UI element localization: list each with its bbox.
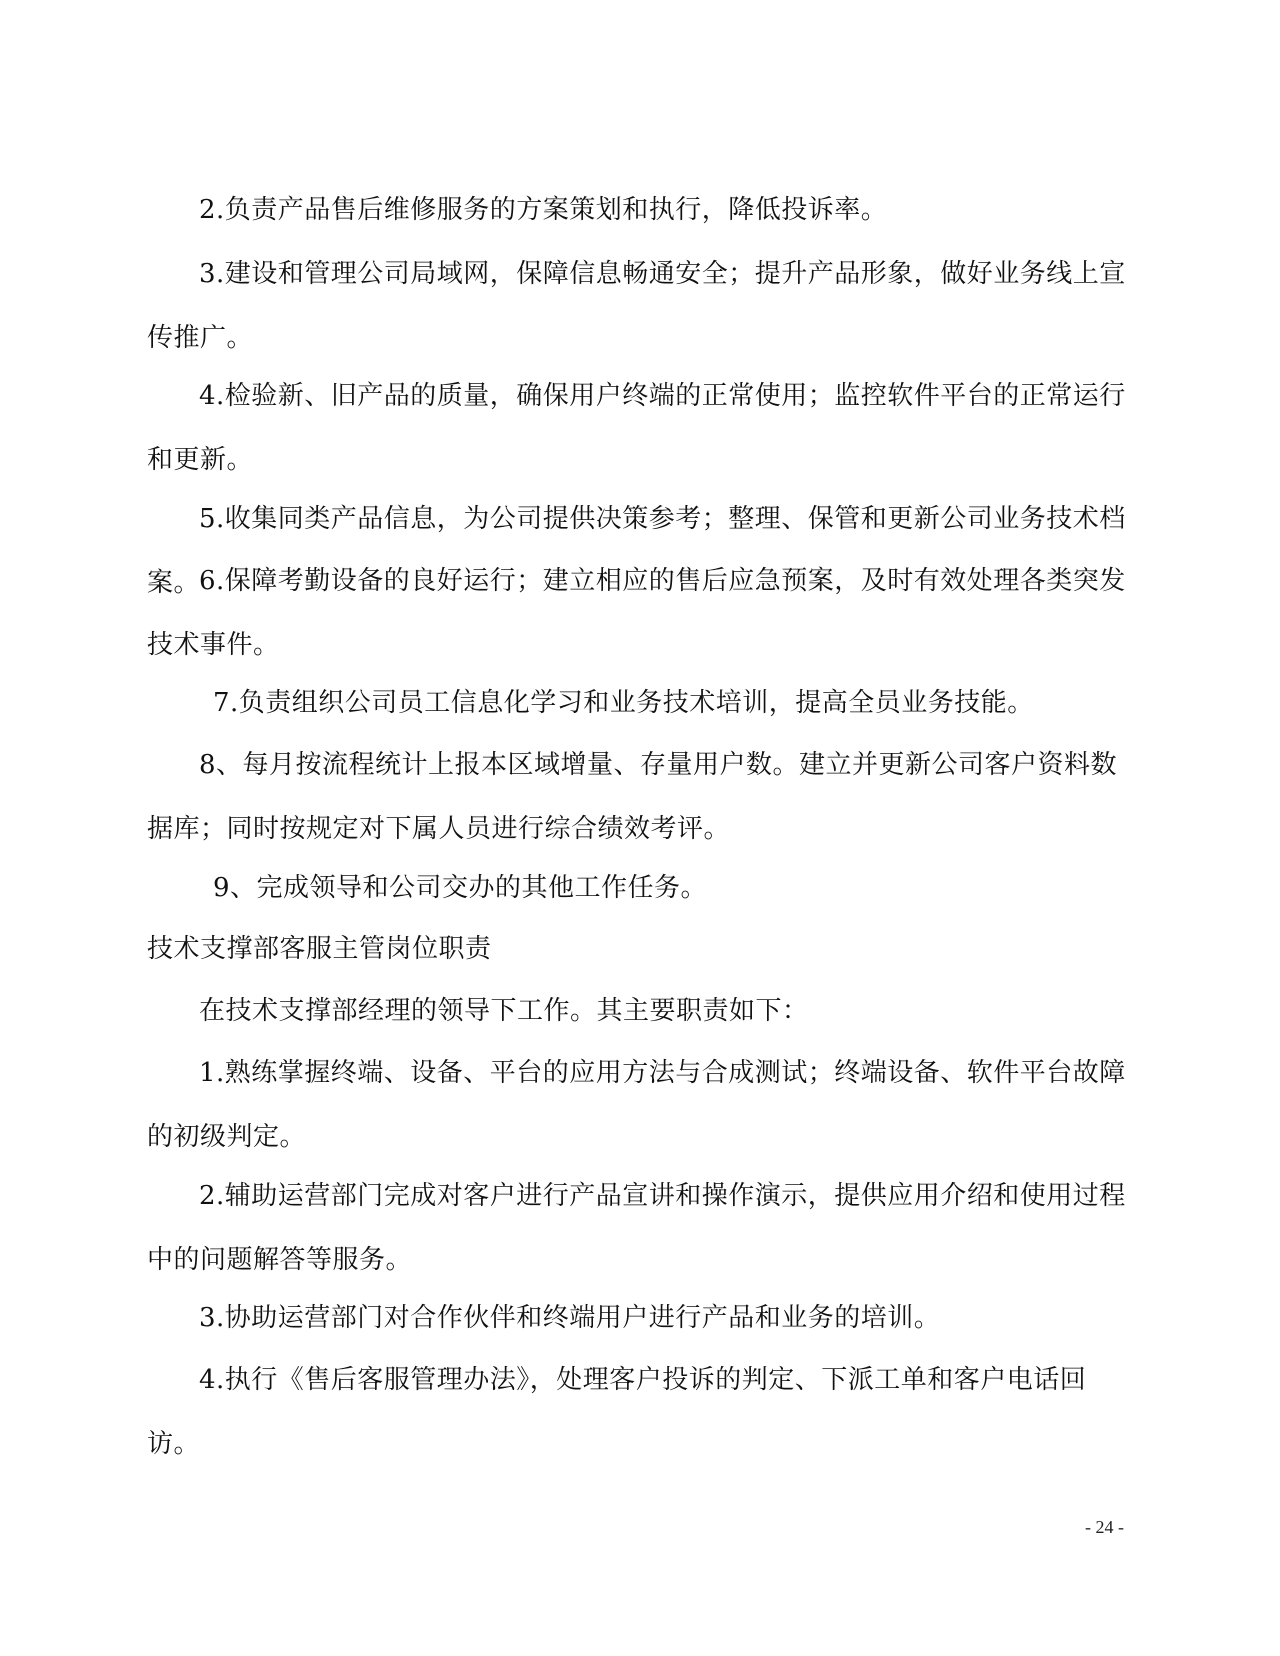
section-intro: 在技术支撑部经理的领导下工作。其主要职责如下： — [199, 996, 809, 1026]
page-number: - 24 - — [1085, 1517, 1124, 1537]
paragraph-item-4: 4.检验新、旧产品的质量，确保用户终端的正常使用；监控软件平台的正常运行和更新。 — [147, 381, 1126, 475]
paragraph-item-9: 9、完成领导和公司交办的其他工作任务。 — [213, 873, 708, 903]
paragraph-item-8: 8、每月按流程统计上报本区域增量、存量用户数。建立并更新公司客户资料数据库；同时按规定对下属人员进行综合绩效考评。 — [147, 750, 1118, 844]
paragraph-item-3: 3.建设和管理公司局域网，保障信息畅通安全；提升产品形象，做好业务线上宣传推广。 — [147, 259, 1126, 353]
duty-item-3: 3.协助运营部门对合作伙伴和终端用户进行产品和业务的培训。 — [199, 1303, 941, 1333]
duty-item-4: 4.执行《售后客服管理办法》，处理客户投诉的判定、下派工单和客户电话回访。 — [147, 1365, 1087, 1459]
duty-item-2: 2.辅助运营部门完成对客户进行产品宣讲和操作演示，提供应用介绍和使用过程中的问题解答等服务。 — [147, 1181, 1126, 1275]
paragraph-item-7: 7.负责组织公司员工信息化学习和业务技术培训，提高全员业务技能。 — [213, 688, 1034, 718]
paragraph-item-2: 2.负责产品售后维修服务的方案策划和执行，降低投诉率。 — [199, 195, 888, 225]
paragraph-item-6: 6.保障考勤设备的良好运行；建立相应的售后应急预案，及时有效处理各类突发技术事件。 — [147, 566, 1126, 660]
section-heading: 技术支撑部客服主管岗位职责 — [147, 934, 492, 964]
paragraph-item-5: 5.收集同类产品信息，为公司提供决策参考；整理、保管和更新公司业务技术档案。 — [147, 504, 1126, 598]
duty-item-1: 1.熟练掌握终端、设备、平台的应用方法与合成测试；终端设备、软件平台故障的初级判定。 — [147, 1058, 1126, 1152]
